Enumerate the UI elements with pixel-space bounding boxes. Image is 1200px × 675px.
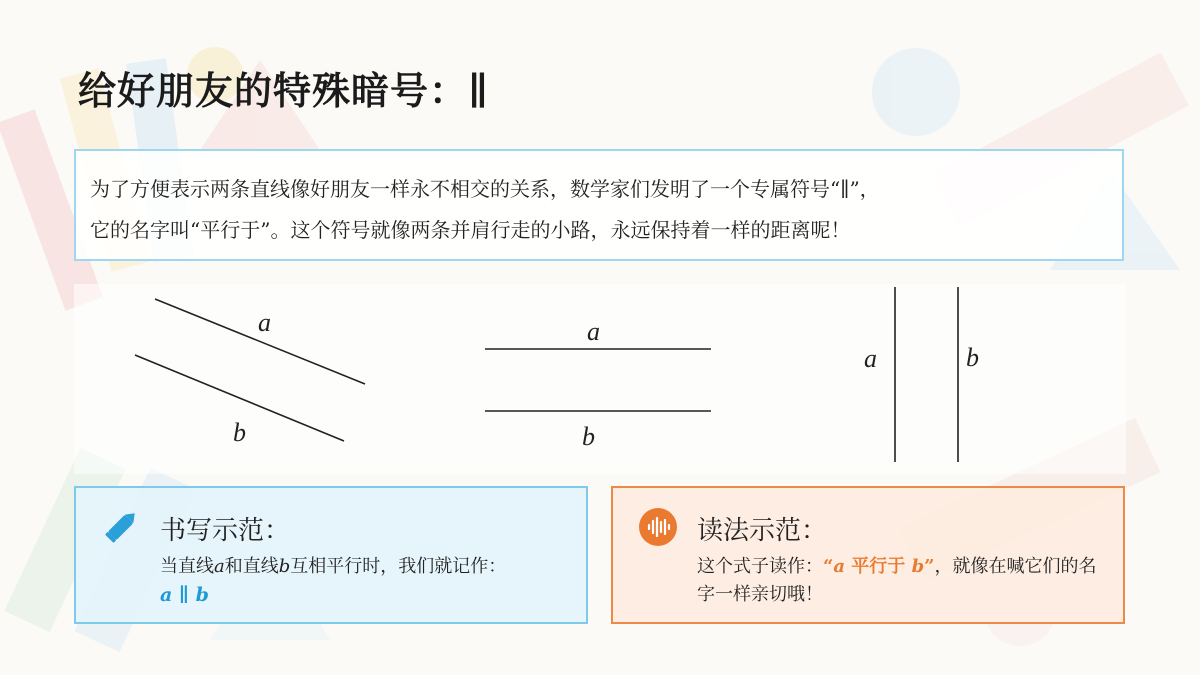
- sound-wave-icon: [639, 508, 677, 546]
- slanted-label-b: b: [233, 418, 246, 447]
- reading-text-post: ，就像在喊它们的名字一样亲切哦！: [697, 556, 1097, 605]
- page-title: 给好朋友的特殊暗号：∥: [78, 68, 490, 113]
- reading-example-card: [611, 486, 1125, 624]
- writing-text-mid: 和直线: [224, 556, 279, 577]
- vertical-label-b: b: [966, 343, 979, 372]
- parallel-lines-diagrams: [74, 284, 1126, 474]
- reading-text-pre: 这个式子读作：: [697, 556, 823, 577]
- vertical-label-a: a: [864, 344, 877, 373]
- writing-example-card: [74, 486, 588, 624]
- writing-var-b: b: [278, 556, 291, 577]
- intro-line-1: 为了方便表示两条直线像好朋友一样永不相交的关系，数学家们发明了一个专属符号“∥”，: [90, 177, 880, 201]
- parallel-notation: a ∥ b: [160, 584, 209, 606]
- slanted-label-a: a: [258, 308, 271, 337]
- writing-text-pre: 当直线: [160, 556, 214, 577]
- reading-phrase: “a 平行于 b”: [823, 556, 935, 577]
- writing-text-post: 互相平行时，我们就记作：: [290, 556, 507, 577]
- reading-card-title: 读法示范：: [697, 516, 828, 546]
- intro-line-2: 它的名字叫“平行于”。这个符号就像两条并肩行走的小路，永远保持着一样的距离呢！: [90, 218, 851, 242]
- reading-card-text: [697, 553, 1107, 609]
- horizontal-label-a: a: [587, 317, 600, 346]
- writing-card-title: 书写示范：: [160, 516, 291, 546]
- writing-card-text: [160, 553, 570, 610]
- intro-box: [74, 149, 1124, 261]
- horizontal-label-b: b: [582, 422, 595, 451]
- pencil-icon: [102, 506, 142, 546]
- writing-var-a: a: [214, 556, 225, 577]
